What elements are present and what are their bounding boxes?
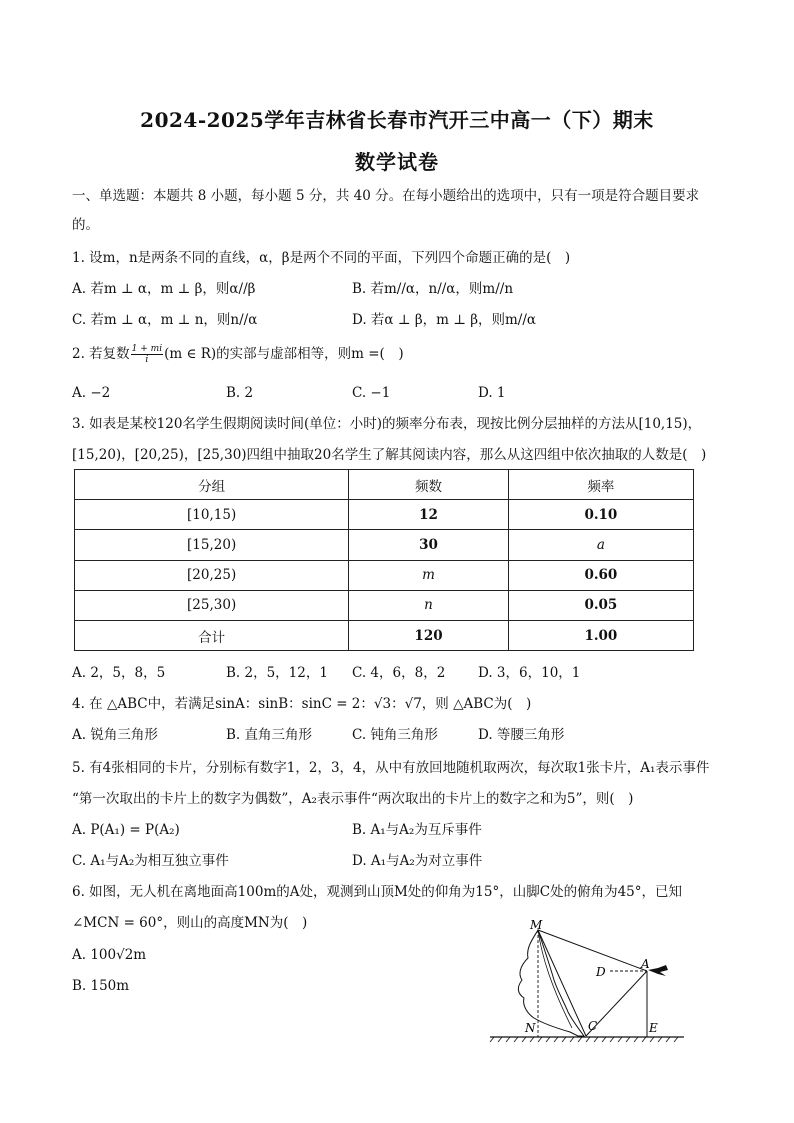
ground-hatching xyxy=(490,1037,678,1042)
q2-stem xyxy=(72,344,404,365)
table-cell: 0.60 xyxy=(508,560,693,590)
q3-option-b: B. 2，5，12，1 xyxy=(226,665,328,681)
table-row xyxy=(75,560,694,590)
q5-stem-line2: “第一次取出的卡片上的数字为偶数”，A₂表示事件“两次取出的卡片上的数字之和为5”，则( ) xyxy=(72,791,634,807)
q4-stem: 4. 在 △ABC中，若满足sinA：sinB：sinC = 2：√3：√7，则 △ABC为( ) xyxy=(72,696,532,712)
q4-option-d: D. 等腰三角形 xyxy=(478,727,565,743)
q5-option-c: C. A₁与A₂为相互独立事件 xyxy=(72,853,229,869)
table-cell: [15,20) xyxy=(75,530,349,560)
mountain-drone-figure xyxy=(482,918,692,1046)
q5-stem-line1: 5. 有4张相同的卡片，分别标有数字1，2，3，4，从中有放回地随机取两次，每次取1张卡片，A₁表示事件 xyxy=(72,760,710,776)
q1-option-a: A. 若m ⊥ α，m ⊥ β，则α//β xyxy=(72,281,256,297)
q2-option-a: A. −2 xyxy=(72,385,111,401)
mc-line xyxy=(538,930,586,1036)
table-cell: [20,25) xyxy=(75,560,349,590)
ma-line xyxy=(538,930,647,971)
table-row xyxy=(75,530,694,560)
table-row xyxy=(75,620,694,650)
label-n: N xyxy=(525,1021,536,1035)
table-cell: 1.00 xyxy=(508,620,693,650)
q3-option-d: D. 3，6，10，1 xyxy=(478,665,581,681)
table-cell: 0.05 xyxy=(508,590,693,620)
q4-option-b: B. 直角三角形 xyxy=(226,727,313,743)
table-cell: a xyxy=(508,530,693,560)
section-header-line1: 一、单选题：本题共 8 小题，每小题 5 分，共 40 分。在每小题给出的选项中，只有一项是符合题目要求 xyxy=(72,188,700,204)
frequency-table xyxy=(74,469,694,651)
table-cell: 12 xyxy=(349,500,509,530)
table-cell: 30 xyxy=(349,530,509,560)
q6-stem-line1: 6. 如图，无人机在离地面高100m的A处，观测到山顶M处的仰角为15°，山脚C处的俯角为45°，已知 xyxy=(72,884,682,900)
table-row xyxy=(75,590,694,620)
q3-option-a: A. 2，5，8，5 xyxy=(72,665,166,681)
exam-subtitle: 数学试卷 xyxy=(355,150,439,174)
q6-option-a: A. 100√2m xyxy=(72,947,147,963)
table-header-cell: 频数 xyxy=(349,470,509,500)
label-e: E xyxy=(649,1021,658,1035)
table-cell: 120 xyxy=(349,620,509,650)
q2-fraction-numerator: 1 + mi xyxy=(131,344,163,354)
table-cell: [10,15) xyxy=(75,500,349,530)
exam-title: 2024-2025学年吉林省长春市汽开三中高一（下）期末 xyxy=(140,108,654,132)
q1-option-d: D. 若α ⊥ β，m ⊥ β，则m//α xyxy=(352,312,537,328)
q3-option-c: C. 4，6，8，2 xyxy=(352,665,446,681)
q2-option-b: B. 2 xyxy=(226,385,254,401)
table-header-cell: 分组 xyxy=(75,470,349,500)
q2-option-d: D. 1 xyxy=(478,385,506,401)
q3-stem-line2: [15,20)，[20,25)，[25,30)四组中抽取20名学生了解其阅读内容，那么从这四组中依次抽取的人数是( ) xyxy=(72,447,707,463)
table-cell: [25,30) xyxy=(75,590,349,620)
q4-option-a: A. 锐角三角形 xyxy=(72,727,158,743)
table-cell: 合计 xyxy=(75,620,349,650)
q3-stem-line1: 3. 如表是某校120名学生假期阅读时间(单位：小时)的频率分布表，现按比例分层抽样的方法从[10,15)， xyxy=(72,416,702,432)
q4-option-c: C. 钝角三角形 xyxy=(352,727,438,743)
q1-option-b: B. 若m//α，n//α，则m//n xyxy=(352,281,514,297)
table-cell: m xyxy=(349,560,509,590)
table-row xyxy=(75,500,694,530)
q5-option-a: A. P(A₁) = P(A₂) xyxy=(72,822,180,838)
drone-icon xyxy=(648,965,668,976)
q2-fraction xyxy=(131,344,163,365)
q2-fraction-denominator: i xyxy=(145,355,149,365)
q2-stem-pre: 2. 若复数 xyxy=(72,346,130,362)
label-m: M xyxy=(530,918,543,932)
q1-stem: 1. 设m，n是两条不同的直线，α，β是两个不同的平面，下列四个命题正确的是( ) xyxy=(72,250,571,266)
q6-stem-line2: ∠MCN = 60°，则山的高度MN为( ) xyxy=(72,915,308,931)
table-header-row xyxy=(75,470,694,500)
label-a: A xyxy=(641,957,650,971)
q2-stem-post: (m ∈ R)的实部与虚部相等，则m =( ) xyxy=(164,346,404,362)
q5-option-b: B. A₁与A₂为互斥事件 xyxy=(352,822,482,838)
table-cell: 0.10 xyxy=(508,500,693,530)
q5-option-d: D. A₁与A₂为对立事件 xyxy=(352,853,483,869)
section-header-line2: 的。 xyxy=(72,217,99,233)
q6-option-b: B. 150m xyxy=(72,978,130,994)
label-d: D xyxy=(596,965,606,979)
q1-option-c: C. 若m ⊥ α，m ⊥ n，则n//α xyxy=(72,312,258,328)
table-cell: n xyxy=(349,590,509,620)
label-c: C xyxy=(588,1019,598,1033)
q2-option-c: C. −1 xyxy=(352,385,391,401)
table-header-cell: 频率 xyxy=(508,470,693,500)
